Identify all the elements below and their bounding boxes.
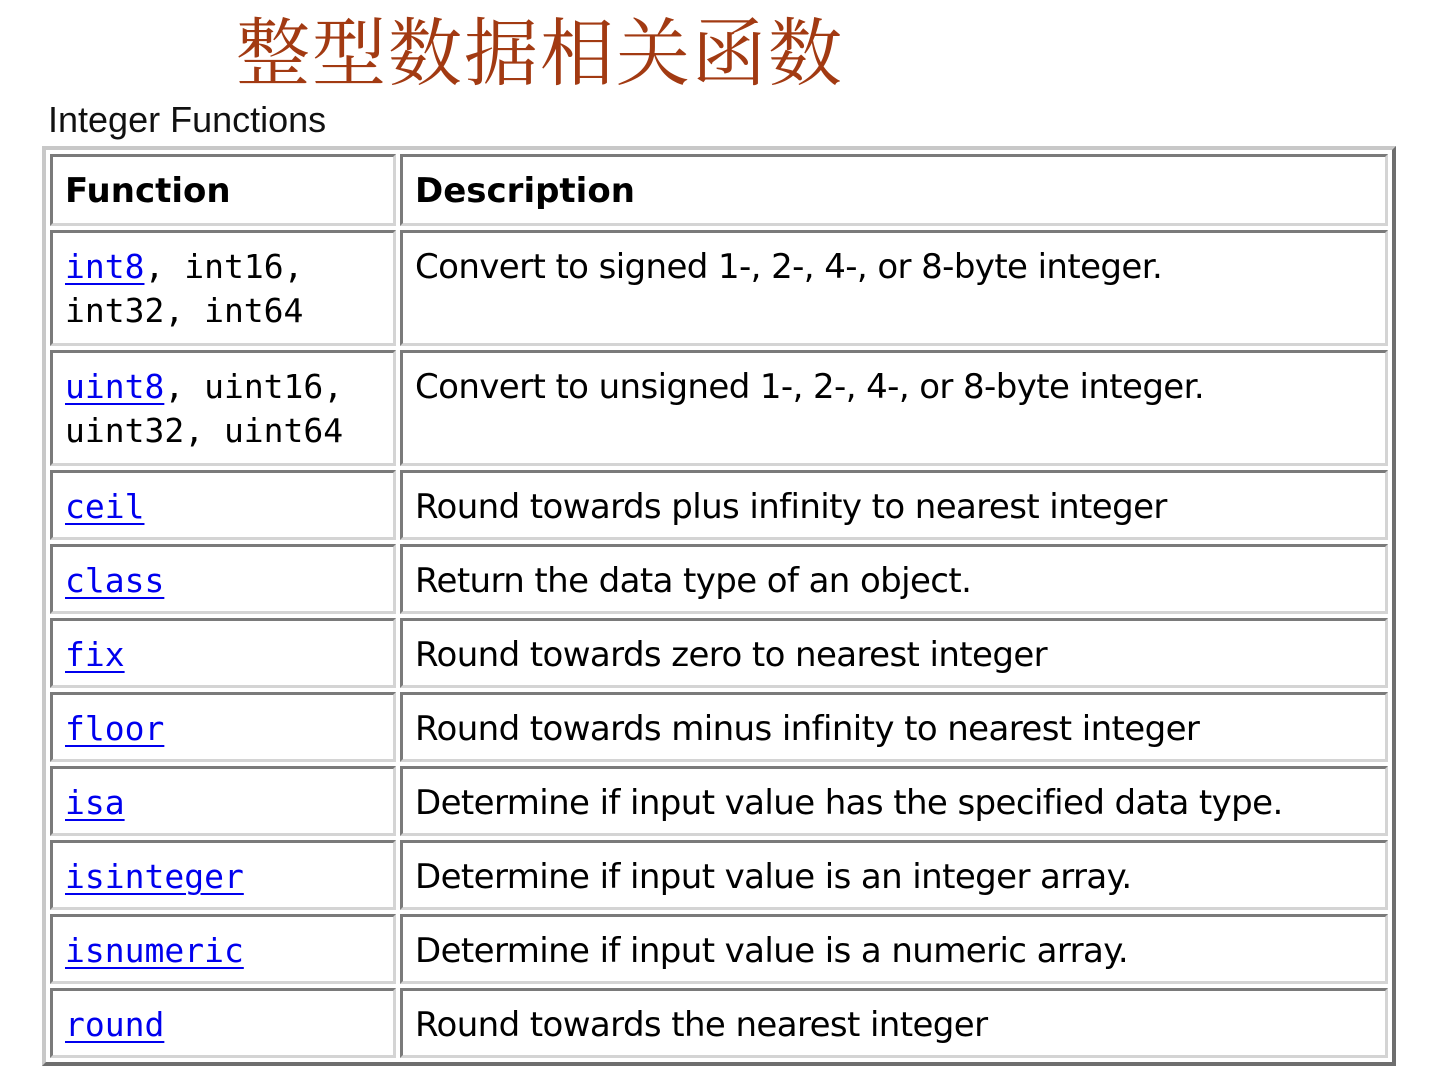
function-names-text: , int16, (144, 247, 304, 286)
description-cell: Determine if input value has the specified data type. (400, 766, 1388, 836)
function-cell (50, 350, 396, 466)
function-line (65, 485, 381, 529)
function-cell (50, 766, 396, 836)
header-function: Function (50, 154, 396, 226)
function-line (65, 855, 381, 899)
description-cell: Round towards the nearest integer (400, 988, 1388, 1058)
function-cell (50, 988, 396, 1058)
function-cell (50, 692, 396, 762)
function-link-uint8[interactable]: uint8 (65, 367, 165, 406)
function-line (65, 707, 381, 751)
table-row (50, 470, 1388, 540)
function-link-isinteger[interactable]: isinteger (65, 857, 244, 896)
description-cell: Return the data type of an object. (400, 544, 1388, 614)
function-cell (50, 544, 396, 614)
description-cell: Convert to signed 1-, 2-, 4-, or 8-byte integer. (400, 230, 1388, 346)
function-names-text: int32, int64 (65, 291, 304, 330)
function-line (65, 559, 381, 603)
description-cell: Round towards plus infinity to nearest integer (400, 470, 1388, 540)
function-line (65, 289, 381, 333)
table-body (50, 230, 1388, 1058)
function-link-class[interactable]: class (65, 561, 165, 600)
function-link-isa[interactable]: isa (65, 783, 125, 822)
table-row (50, 840, 1388, 910)
function-table (46, 150, 1392, 1062)
table-header-row (50, 154, 1388, 226)
function-link-ceil[interactable]: ceil (65, 487, 145, 526)
function-line (65, 929, 381, 973)
function-link-int8[interactable]: int8 (65, 247, 145, 286)
description-cell: Convert to unsigned 1-, 2-, 4-, or 8-byte integer. (400, 350, 1388, 466)
function-cell (50, 470, 396, 540)
description-cell: Round towards minus infinity to nearest integer (400, 692, 1388, 762)
function-cell (50, 840, 396, 910)
function-cell (50, 230, 396, 346)
function-link-round[interactable]: round (65, 1005, 165, 1044)
function-line (65, 365, 381, 409)
table-row (50, 692, 1388, 762)
function-link-isnumeric[interactable]: isnumeric (65, 931, 244, 970)
description-cell: Round towards zero to nearest integer (400, 618, 1388, 688)
table-row (50, 350, 1388, 466)
description-cell: Determine if input value is an integer array. (400, 840, 1388, 910)
table-row (50, 544, 1388, 614)
table-row (50, 230, 1388, 346)
function-line (65, 633, 381, 677)
table-row (50, 988, 1388, 1058)
function-cell (50, 618, 396, 688)
function-line (65, 1003, 381, 1047)
function-names-text: , uint16, (164, 367, 344, 406)
function-link-fix[interactable]: fix (65, 635, 125, 674)
table-row (50, 618, 1388, 688)
description-cell: Determine if input value is a numeric array. (400, 914, 1388, 984)
function-names-text: uint32, uint64 (65, 411, 344, 450)
slide-title: 整型数据相关函数 (236, 11, 844, 97)
table-row (50, 766, 1388, 836)
function-line (65, 245, 381, 289)
integer-functions-table (42, 146, 1396, 1066)
function-line (65, 409, 381, 453)
table-row (50, 914, 1388, 984)
function-line (65, 781, 381, 825)
header-description: Description (400, 154, 1388, 226)
table-caption: Integer Functions (48, 99, 327, 140)
function-cell (50, 914, 396, 984)
function-link-floor[interactable]: floor (65, 709, 165, 748)
